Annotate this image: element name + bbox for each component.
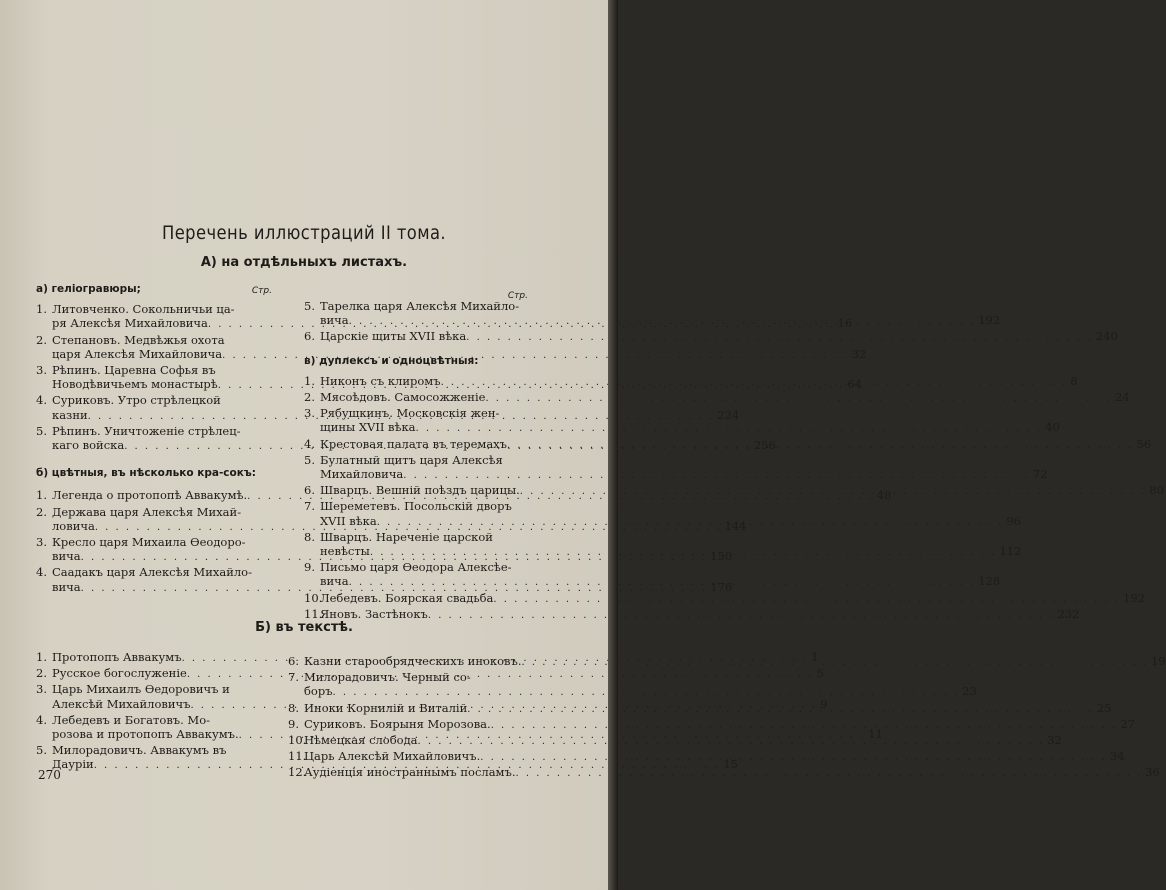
- item-line: [320, 390, 1130, 406]
- leader-dots: [485, 392, 1112, 406]
- item-body: [320, 560, 1000, 590]
- item-number: 3.: [36, 682, 47, 697]
- item-title-text: вича: [52, 549, 81, 564]
- item-body: [304, 733, 1062, 749]
- item-number: 11.: [304, 606, 323, 621]
- item-title-text: вича: [320, 313, 349, 328]
- list-item: [304, 329, 1118, 345]
- item-line: [320, 574, 1000, 590]
- item-title-text: ря Алексѣя Михайловича: [52, 316, 208, 331]
- item-line: [304, 654, 1166, 670]
- item-page-number: 144: [724, 518, 747, 533]
- item-line: [320, 467, 1048, 483]
- colored-heading: б) цвѣтныя, въ нѣсколько кра-сокъ:: [36, 467, 256, 480]
- item-body: [320, 406, 1060, 436]
- item-title-text: Иноки Корнилій и Виталій: [304, 700, 468, 715]
- item-number: 9.: [304, 560, 315, 575]
- item-page-number: 56: [1136, 436, 1152, 451]
- item-body: [320, 483, 1164, 499]
- item-title-text: Шварцъ. Нареченіе царской: [320, 529, 493, 544]
- item-line: [320, 591, 1145, 607]
- item-page-number: 64: [847, 377, 862, 392]
- item-number: 1.: [36, 650, 47, 664]
- item-title-text: Алексѣй Михайловичъ: [52, 696, 191, 711]
- item-title-text: Рѣпинъ. Уничтоженіе стрѣлец-: [52, 423, 241, 438]
- item-page-number: 72: [1032, 467, 1048, 482]
- leader-dots: [416, 422, 1043, 436]
- item-title-text: Аудіенція иностраннымъ посламъ.: [304, 765, 516, 780]
- item-title-text: розова и протопопъ Аввакумъ.: [52, 727, 239, 742]
- item-number: 8.: [288, 700, 299, 715]
- item-title-text: Новодѣвичьемъ монастырѣ: [52, 377, 218, 392]
- item-line: [320, 499, 1021, 513]
- leader-dots: [377, 516, 1004, 530]
- item-title-text: царя Алексѣя Михайловича: [52, 346, 223, 361]
- item-title-text: ловича: [52, 518, 95, 533]
- item-page-number: 8: [1070, 373, 1078, 388]
- item-page-number: 40: [1045, 420, 1060, 435]
- item-page-number: 1: [811, 650, 819, 664]
- item-number: 2.: [36, 332, 47, 347]
- item-number: 5.: [36, 423, 47, 438]
- item-page-number: 27: [1120, 716, 1135, 731]
- item-page-number: 5: [816, 666, 824, 681]
- item-body: [304, 701, 1112, 717]
- item-page-number: 9: [820, 696, 828, 711]
- leader-dots: [333, 686, 960, 700]
- item-title-text: Крестовая палата въ теремахъ: [320, 436, 507, 451]
- item-number: 3.: [36, 363, 47, 378]
- item-page-number: 150: [710, 549, 733, 564]
- item-title-text: Суриковъ. Боярыня Морозова.: [304, 716, 491, 731]
- leader-dots: [441, 376, 1068, 390]
- item-body: [320, 453, 1048, 483]
- item-title-text: Милорадовичъ. Черный со-: [304, 670, 471, 685]
- item-line: [304, 765, 1160, 781]
- item-body: [304, 670, 977, 700]
- list-item: [288, 716, 1135, 733]
- leader-dots: [493, 593, 1120, 607]
- item-number: 3.: [304, 406, 315, 421]
- item-number: 9.: [288, 716, 299, 731]
- item-title-text: Мясоѣдовъ. Самосожженіе: [320, 390, 486, 405]
- item-body: [320, 299, 1000, 329]
- item-title-text: Суриковъ. Утро стрѣлецкой: [52, 393, 221, 408]
- item-title-text: Русское богослуженіе: [52, 666, 187, 681]
- item-line: [304, 684, 977, 700]
- item-body: [304, 765, 1160, 781]
- item-page-number: 224: [717, 407, 740, 422]
- page-column-label-right: Стр.: [507, 291, 528, 301]
- item-number: 10.: [304, 590, 323, 605]
- item-number: 4.: [36, 565, 47, 580]
- leader-dots: [466, 331, 1093, 345]
- item-title-text: Царь Алексѣй Михайловичъ.: [304, 749, 481, 764]
- item-page-number: 192: [1123, 590, 1145, 605]
- item-title-text: Письмо царя Өеодора Алексѣе-: [320, 560, 512, 575]
- item-line: [320, 544, 1021, 560]
- item-line: [304, 717, 1135, 733]
- item-page-number: 232: [1057, 606, 1080, 621]
- item-title-text: Лебедевъ и Богатовъ. Мо-: [52, 712, 211, 727]
- item-page-number: 80: [1149, 483, 1165, 498]
- list-item: [304, 590, 1145, 607]
- item-page-number: 48: [876, 488, 892, 503]
- item-body: [320, 374, 1078, 390]
- item-number: 4.: [36, 393, 47, 408]
- item-title-text: Шереметевъ. Посольскій дворъ: [320, 499, 512, 514]
- item-title-text: казни: [52, 407, 88, 422]
- item-body: [320, 499, 1021, 529]
- list-item: [288, 654, 1166, 670]
- item-line: [320, 299, 1000, 313]
- item-line: [320, 453, 1048, 467]
- duplex-heading: в) дуплексъ и одноцвѣтныя:: [304, 354, 479, 367]
- item-page-number: 32: [851, 346, 867, 361]
- item-title-text: вича: [52, 579, 81, 594]
- item-page-number: 11: [868, 727, 883, 742]
- item-title-text: Михайловича: [320, 467, 404, 482]
- item-body: [304, 654, 1166, 670]
- item-number: 7.: [288, 670, 299, 685]
- item-number: 2.: [304, 390, 315, 405]
- item-page-number: 176: [710, 579, 733, 594]
- item-line: [320, 514, 1021, 530]
- item-line: [320, 313, 1000, 329]
- item-line: [320, 406, 1060, 420]
- leader-dots: [349, 576, 976, 590]
- item-number: 12.: [288, 765, 307, 780]
- item-title-text: Яновъ. Застѣнокъ: [320, 606, 428, 621]
- section-b-heading: Б) въ текстѣ.: [255, 620, 353, 635]
- item-title-text: Держава царя Алексѣя Михай-: [52, 504, 242, 519]
- item-page-number: 128: [978, 574, 1001, 589]
- item-page-number: 15: [723, 757, 738, 772]
- leader-dots: [491, 719, 1118, 733]
- item-title-text: Кресло царя Михаила Өеодоро-: [52, 535, 246, 550]
- item-title-text: XVII вѣка: [320, 513, 377, 528]
- leader-dots: [403, 469, 1030, 483]
- item-page-number: 32: [1047, 733, 1062, 748]
- item-number: 6.: [288, 654, 299, 668]
- book-binding-edge: [608, 0, 618, 890]
- item-title-text: Нѣмецкая слобода: [304, 733, 418, 748]
- item-number: 1.: [36, 302, 47, 317]
- item-title-text: Никонъ съ клиромъ: [320, 373, 441, 388]
- leader-dots: [349, 315, 976, 329]
- item-title-text: Тарелка царя Алексѣя Михайло-: [320, 299, 520, 313]
- page-title: Перечень иллюстраций II тома.: [161, 222, 447, 244]
- item-body: [320, 530, 1021, 560]
- item-number: 2.: [36, 666, 47, 681]
- item-title-text: каго войска: [52, 438, 125, 453]
- item-page-number: 16: [837, 316, 853, 331]
- item-number: 11.: [288, 749, 307, 764]
- item-title-text: Дауріи: [52, 757, 94, 772]
- item-line: [320, 374, 1078, 390]
- item-title-text: Литовченко. Сокольничьи ца-: [52, 302, 235, 317]
- item-number: 6.: [304, 329, 315, 344]
- item-number: 6.: [304, 483, 315, 498]
- item-number: 10.: [288, 733, 307, 748]
- item-title-text: Легенда о протопопѣ Аввакумѣ.: [52, 488, 248, 503]
- item-number: 7.: [304, 499, 315, 514]
- item-page-number: 256: [753, 438, 776, 453]
- item-body: [304, 717, 1135, 733]
- item-page-number: 96: [1006, 513, 1021, 528]
- item-title-text: Степановъ. Медвѣжья охота: [52, 332, 225, 347]
- item-title-text: Рябушкинъ. Московскія жен-: [320, 406, 500, 421]
- item-number: 1.: [304, 373, 315, 388]
- item-body: [304, 749, 1125, 765]
- item-body: [320, 390, 1130, 406]
- item-number: 2.: [36, 504, 47, 519]
- item-page-number: 240: [1095, 329, 1118, 344]
- item-title-text: Булатный щитъ царя Алексѣя: [320, 452, 503, 467]
- right-page-column-label-row: [304, 287, 528, 299]
- item-title-text: Саадакъ царя Алексѣя Михайло-: [52, 565, 252, 580]
- item-line: [320, 329, 1118, 345]
- page-number: 270: [38, 768, 61, 782]
- item-line: [320, 483, 1164, 499]
- heliogravures-heading-text: а) геліогравюры;: [36, 283, 141, 295]
- item-page-number: 24: [1115, 390, 1130, 405]
- leader-dots: [480, 751, 1107, 765]
- item-title-text: вича: [320, 574, 349, 589]
- item-body: [320, 329, 1118, 345]
- item-number: 4.: [304, 436, 315, 451]
- leader-dots: [418, 735, 1045, 749]
- item-title-text: Рѣпинъ. Царевна Софья въ: [52, 363, 216, 378]
- item-title-text: Казни старообрядческихъ иноковъ.: [304, 654, 522, 668]
- item-line: [304, 670, 977, 684]
- item-title-text: Царь Михаилъ Өедоровичъ и: [52, 682, 230, 697]
- item-title-text: Шварцъ. Вешній поѣздъ царицы.: [320, 483, 520, 498]
- item-number: 5.: [304, 452, 315, 467]
- leader-dots: [370, 546, 997, 560]
- item-number: 4.: [36, 712, 47, 727]
- item-page-number: 36: [1145, 765, 1160, 780]
- item-title-text: Лебедевъ. Боярская свадьба: [320, 590, 494, 605]
- list-item: [288, 700, 1112, 717]
- leader-dots: [467, 703, 1094, 717]
- leader-dots: [507, 439, 1134, 453]
- list-item: [288, 670, 977, 700]
- heliogravures-heading: [36, 282, 272, 296]
- item-line: [320, 420, 1060, 436]
- item-line: [304, 701, 1112, 717]
- item-line: [320, 437, 1151, 453]
- item-number: 5.: [36, 743, 47, 758]
- item-page-number: 25: [1096, 700, 1112, 715]
- section-a-heading: А) на отдѣльныхъ листахъ.: [200, 255, 408, 270]
- item-page-number: 112: [999, 544, 1022, 559]
- item-page-number: 34: [1109, 749, 1125, 764]
- list-item: [304, 452, 1048, 483]
- item-number: 1.: [36, 488, 47, 503]
- item-line: [304, 733, 1062, 749]
- item-number: 8.: [304, 529, 315, 544]
- page-column-label: Стр.: [251, 286, 272, 296]
- item-title-text: щины XVII вѣка: [320, 420, 416, 435]
- item-page-number: 192: [978, 313, 1001, 328]
- item-line: [304, 749, 1125, 765]
- item-line: [320, 560, 1000, 574]
- item-page-number: 23: [962, 684, 977, 699]
- item-title-text: Протопопъ Аввакумъ: [52, 650, 182, 664]
- item-number: 5.: [304, 299, 315, 313]
- item-title-text: Милорадовичъ. Аввакумъ въ: [52, 743, 227, 758]
- item-title-text: невѣсты: [320, 544, 370, 559]
- item-page-number: 19: [1151, 654, 1166, 668]
- item-body: [320, 591, 1145, 607]
- list-item: [304, 390, 1130, 406]
- item-title-text: боръ: [304, 684, 333, 699]
- item-title-text: Царскіе щиты XVII вѣка: [320, 329, 467, 344]
- list-item: [288, 765, 1160, 781]
- item-number: 3.: [36, 535, 47, 550]
- item-line: [320, 530, 1021, 544]
- item-body: [320, 437, 1151, 453]
